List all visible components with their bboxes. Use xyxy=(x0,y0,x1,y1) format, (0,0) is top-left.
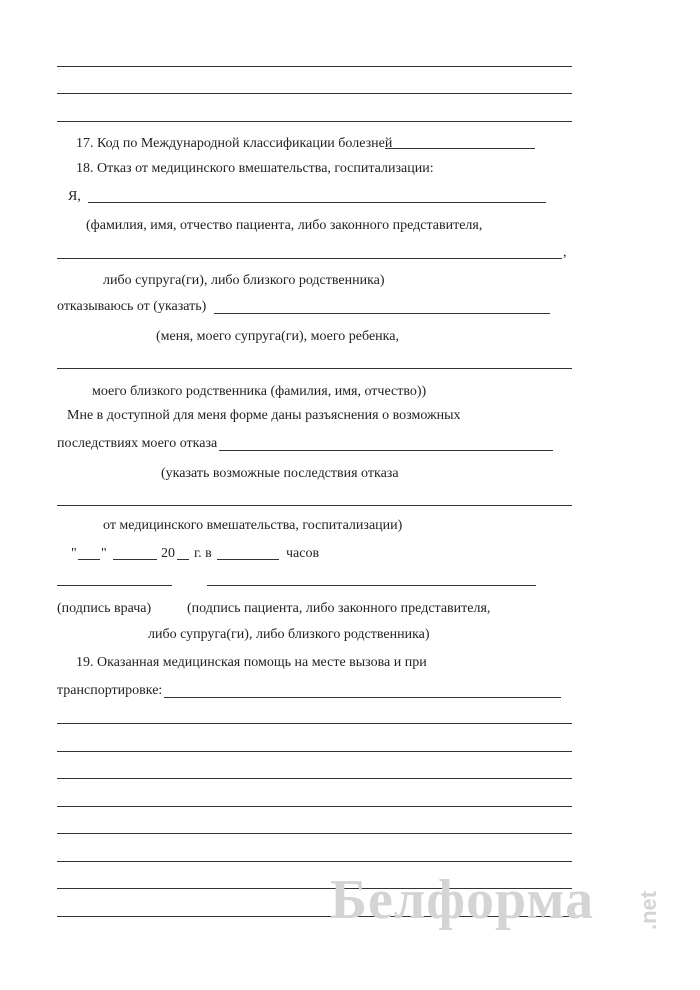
sign-spouse-label: либо супруга(ги), либо близкого родственника) xyxy=(148,627,430,642)
blank-line-top-3[interactable] xyxy=(57,121,572,122)
hint-patient-fio: (фамилия, имя, отчество пациента, либо законного представителя, xyxy=(86,218,483,233)
refuse-from-field[interactable] xyxy=(214,313,550,314)
comma-mark: , xyxy=(563,245,567,260)
relative-name-field[interactable] xyxy=(57,368,572,369)
explain-line-2: последствиях моего отказа xyxy=(57,436,218,451)
ya-label: Я, xyxy=(68,189,81,204)
date-quote-open: " xyxy=(71,546,77,561)
sign-doctor-label: (подпись врача) xyxy=(57,601,152,616)
watermark-brand: Белформа xyxy=(330,869,595,931)
blank-line-top-1[interactable] xyxy=(57,66,572,67)
blank-line-top-2[interactable] xyxy=(57,93,572,94)
hint-whom: (меня, моего супруга(ги), моего ребенка, xyxy=(156,329,399,344)
assistance-line-6[interactable] xyxy=(57,861,572,862)
assistance-line-3[interactable] xyxy=(57,778,572,779)
assistance-field[interactable] xyxy=(164,697,561,698)
patient-name-field[interactable] xyxy=(88,202,546,203)
date-month-field[interactable] xyxy=(113,559,157,560)
hint-spouse-relative: либо супруга(ги), либо близкого родственника) xyxy=(103,273,385,288)
date-year-prefix: 20 xyxy=(161,546,175,561)
hint-consequences: (указать возможные последствия отказа xyxy=(161,466,399,481)
sign-patient-label: (подпись пациента, либо законного представителя, xyxy=(187,601,491,616)
patient-name-field-2[interactable] xyxy=(57,258,562,259)
date-quote-close: " xyxy=(101,546,107,561)
assistance-line-1[interactable] xyxy=(57,723,572,724)
hint-relative-fio: моего близкого родственника (фамилия, имя, отчество)) xyxy=(92,384,427,399)
watermark-tld: .net xyxy=(636,890,661,930)
hint-intervention: от медицинского вмешательства, госпитализации) xyxy=(103,518,403,533)
date-year-field[interactable] xyxy=(177,559,189,560)
item-19-line-1: 19. Оказанная медицинская помощь на месте вызова и при xyxy=(76,655,427,670)
assistance-line-4[interactable] xyxy=(57,806,572,807)
hours-label: часов xyxy=(286,546,320,561)
item-18-title: 18. Отказ от медицинского вмешательства, госпитализации: xyxy=(76,161,434,176)
time-field[interactable] xyxy=(217,559,279,560)
assistance-line-2[interactable] xyxy=(57,751,572,752)
consequences-field[interactable] xyxy=(219,450,553,451)
date-year-suffix: г. в xyxy=(194,546,212,561)
assistance-line-5[interactable] xyxy=(57,833,572,834)
item-17-label: 17. Код по Международной классификации болезней xyxy=(76,136,393,151)
icd-code-field[interactable] xyxy=(385,148,535,149)
item-19-line-2: транспортировке: xyxy=(57,683,163,698)
date-day-field[interactable] xyxy=(78,559,100,560)
doctor-signature-field[interactable] xyxy=(57,585,172,586)
refuse-label: отказываюсь от (указать) xyxy=(57,299,207,314)
patient-signature-field[interactable] xyxy=(207,585,536,586)
consequences-field-2[interactable] xyxy=(57,505,572,506)
explain-line-1: Мне в доступной для меня форме даны разъяснения о возможных xyxy=(67,408,461,423)
